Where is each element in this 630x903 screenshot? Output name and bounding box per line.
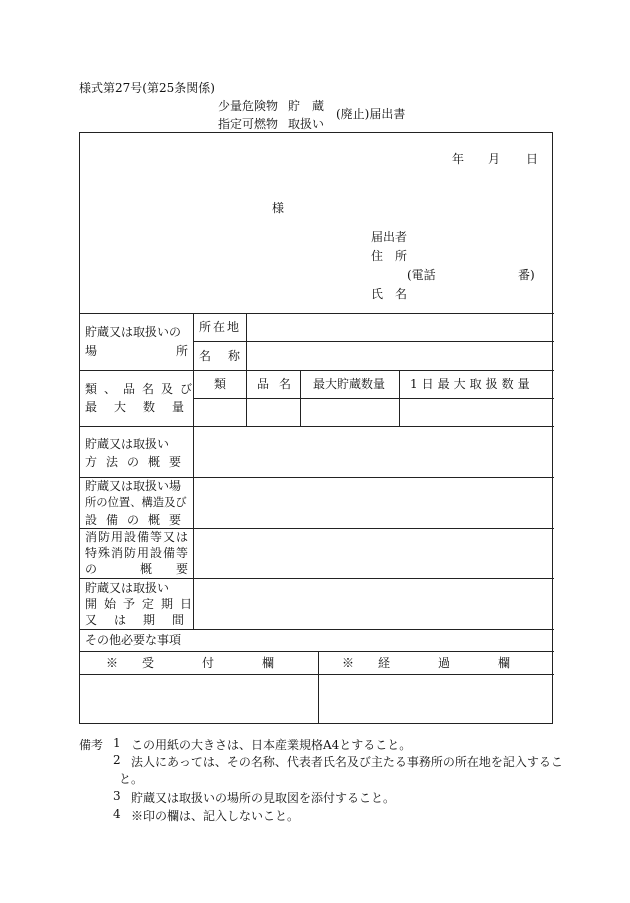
address-label: 住 所 <box>371 249 408 263</box>
col-max-storage: 最大貯蔵数量 <box>313 377 386 391</box>
reception-label: ※ 受 付 欄 <box>106 656 275 670</box>
title-line1-b: 貯 蔵 <box>288 99 325 113</box>
place-label-line1: 貯蔵又は取扱いの <box>85 325 182 339</box>
type-label-line2: 最大数量 <box>85 400 202 414</box>
phone-close: 番) <box>518 268 535 282</box>
col-type: 類 <box>214 377 227 391</box>
rule-h <box>80 629 554 630</box>
other-label: その他必要な事項 <box>85 633 182 647</box>
date-month: 月 <box>488 152 501 166</box>
date-day: 日 <box>526 152 539 166</box>
rule-v <box>246 313 247 370</box>
rule-v <box>399 370 400 426</box>
notifier-label: 届出者 <box>371 230 408 244</box>
form-number: 様式第27号(第25条関係) <box>79 81 215 95</box>
remark-text: と。 <box>119 772 144 786</box>
start-line2: 開始予定期日 <box>85 597 200 611</box>
notification-form <box>79 132 553 724</box>
method-line1: 貯蔵又は取扱い <box>85 437 170 451</box>
remark-num: 2 <box>113 753 121 767</box>
fire-line3-right: 概 要 <box>140 562 189 576</box>
addressee-suffix: 様 <box>272 201 285 215</box>
start-line1: 貯蔵又は取扱い <box>85 581 170 595</box>
rule-h <box>80 426 554 427</box>
start-line3: 又は期間 <box>85 613 202 627</box>
col-item-b: 名 <box>279 377 292 391</box>
place-label-line2-left: 場 <box>85 344 98 358</box>
name-label: 氏 名 <box>371 287 408 301</box>
rule-v <box>246 370 247 426</box>
remark-num: 3 <box>113 789 121 803</box>
name-label-a: 名 <box>199 349 212 363</box>
rule-h <box>80 477 554 478</box>
remark-num: 1 <box>113 736 121 750</box>
rule-h <box>80 578 554 579</box>
title-line2-a: 指定可燃物 <box>218 117 279 131</box>
remarks-title: 備考 <box>79 738 104 752</box>
name-label-b: 称 <box>228 349 241 363</box>
method-line2: 方法の概要 <box>85 455 191 469</box>
fire-line3-left: の <box>85 562 98 576</box>
structure-line2: 所の位置、構造及び <box>85 496 187 509</box>
fire-line2: 特殊消防用設備等 <box>85 546 190 560</box>
structure-line3: 設備の概要 <box>85 513 191 527</box>
remark-text: 貯蔵又は取扱いの場所の見取図を添付すること。 <box>131 791 396 805</box>
col-item-a: 品 <box>257 377 270 391</box>
rule-h <box>80 651 554 652</box>
progress-label: ※ 経 過 欄 <box>342 656 511 670</box>
remark-num: 4 <box>113 807 121 821</box>
title-suffix: (廃止)届出書 <box>336 107 406 121</box>
rule-v <box>193 313 194 629</box>
title-line1-a: 少量危険物 <box>218 99 279 113</box>
rule-h <box>80 674 554 675</box>
remark-text: ※印の欄は、記入しないこと。 <box>131 809 300 823</box>
rule-h <box>193 341 554 342</box>
type-label-line1: 類、品名及び <box>85 382 200 396</box>
title-line2-b: 取扱い <box>288 117 325 131</box>
col-daily-max: 1日最大取扱数量 <box>410 377 534 391</box>
rule-h <box>193 398 554 399</box>
remark-text: 法人にあっては、その名称、代表者氏名及び主たる事務所の所在地を記入するこ <box>131 755 563 769</box>
structure-line1: 貯蔵又は取扱い場 <box>85 479 182 493</box>
remark-text: この用紙の大きさは、日本産業規格A4とすること。 <box>131 738 412 752</box>
rule-v <box>300 370 301 426</box>
rule-h <box>80 528 554 529</box>
rule-h <box>80 370 554 371</box>
fire-line1: 消防用設備等又は <box>85 530 190 544</box>
place-label-line2-right: 所 <box>176 344 189 358</box>
rule-h <box>80 313 554 314</box>
rule-v <box>318 651 319 724</box>
location-label: 所在地 <box>199 320 242 334</box>
date-year: 年 <box>452 152 465 166</box>
phone-open: (電話 <box>407 268 436 282</box>
